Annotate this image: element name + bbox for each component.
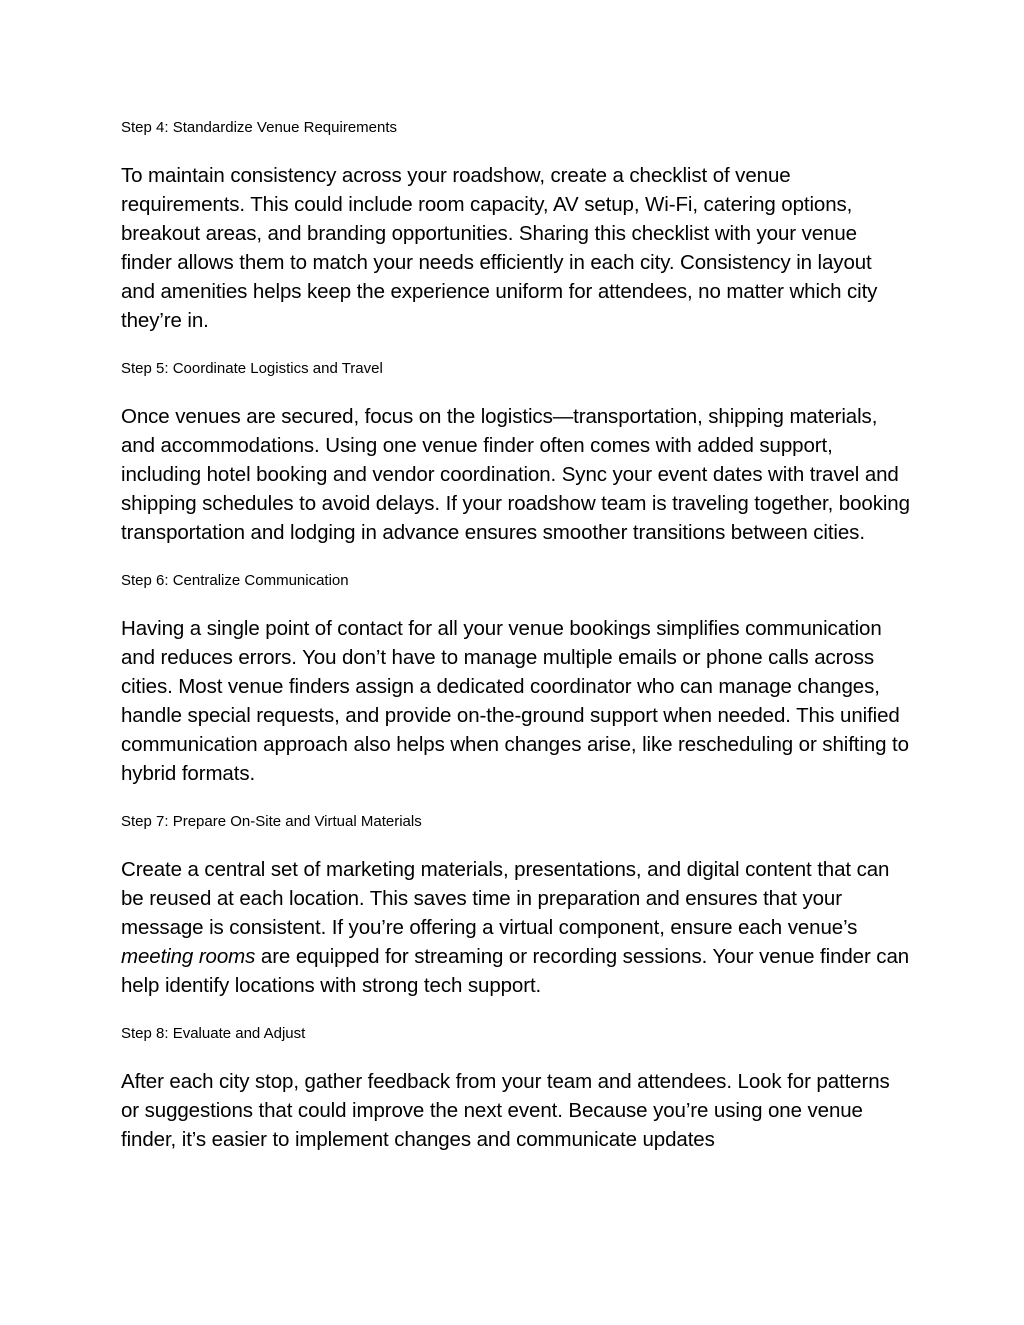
step-7-paragraph [121, 855, 911, 1000]
document-page [121, 118, 911, 1178]
step-8-heading: Step 8: Evaluate and Adjust [121, 1025, 306, 1042]
step-6-heading: Step 6: Centralize Communication [121, 572, 349, 589]
step-5-paragraph: Once venues are secured, focus on the logistics—transportation, shipping materials, and accommodations. Using one venue finder often comes with added support, including hotel booking and vendor coordination. Sync your event dates with travel and shipping schedules to avoid delays. If your roadshow team is traveling together, booking transportation and lodging in advance ensures smoother transitions between cities. [121, 405, 910, 544]
step-7-emphasis-meeting-rooms: meeting rooms [121, 945, 256, 968]
step-7-text-before: Create a central set of marketing materials, presentations, and digital content that can be reused at each location. This saves time in preparation and ensures that your message is consistent. If you’re offering a virtual component, ensure each venue’s [121, 858, 890, 939]
step-4-heading: Step 4: Standardize Venue Requirements [121, 119, 398, 136]
step-5-heading: Step 5: Coordinate Logistics and Travel [121, 360, 383, 377]
step-7-heading: Step 7: Prepare On-Site and Virtual Materials [121, 813, 422, 830]
step-6-paragraph: Having a single point of contact for all your venue bookings simplifies communication and reduces errors. You don’t have to manage multiple emails or phone calls across cities. Most venue finders assign a dedicated coordinator who can manage changes, handle special requests, and provide on-the-ground support when needed. This unified communication approach also helps when changes arise, like rescheduling or shifting to hybrid formats. [121, 617, 909, 785]
step-4-paragraph: To maintain consistency across your roadshow, create a checklist of venue requirements. This could include room capacity, AV setup, Wi-Fi, catering options, breakout areas, and branding opportunities. Sharing this checklist with your venue finder allows them to match your needs efficiently in each city. Consistency in layout and amenities helps keep the experience uniform for attendees, no matter which city they’re in. [121, 164, 878, 332]
step-7-text-after: are equipped for streaming or recording sessions. Your venue finder can help identify locations with strong tech support. [121, 945, 910, 997]
step-8-paragraph: After each city stop, gather feedback from your team and attendees. Look for patterns or suggestions that could improve the next event. Because you’re using one venue finder, it’s easier to implement changes and communicate updates [121, 1070, 890, 1151]
